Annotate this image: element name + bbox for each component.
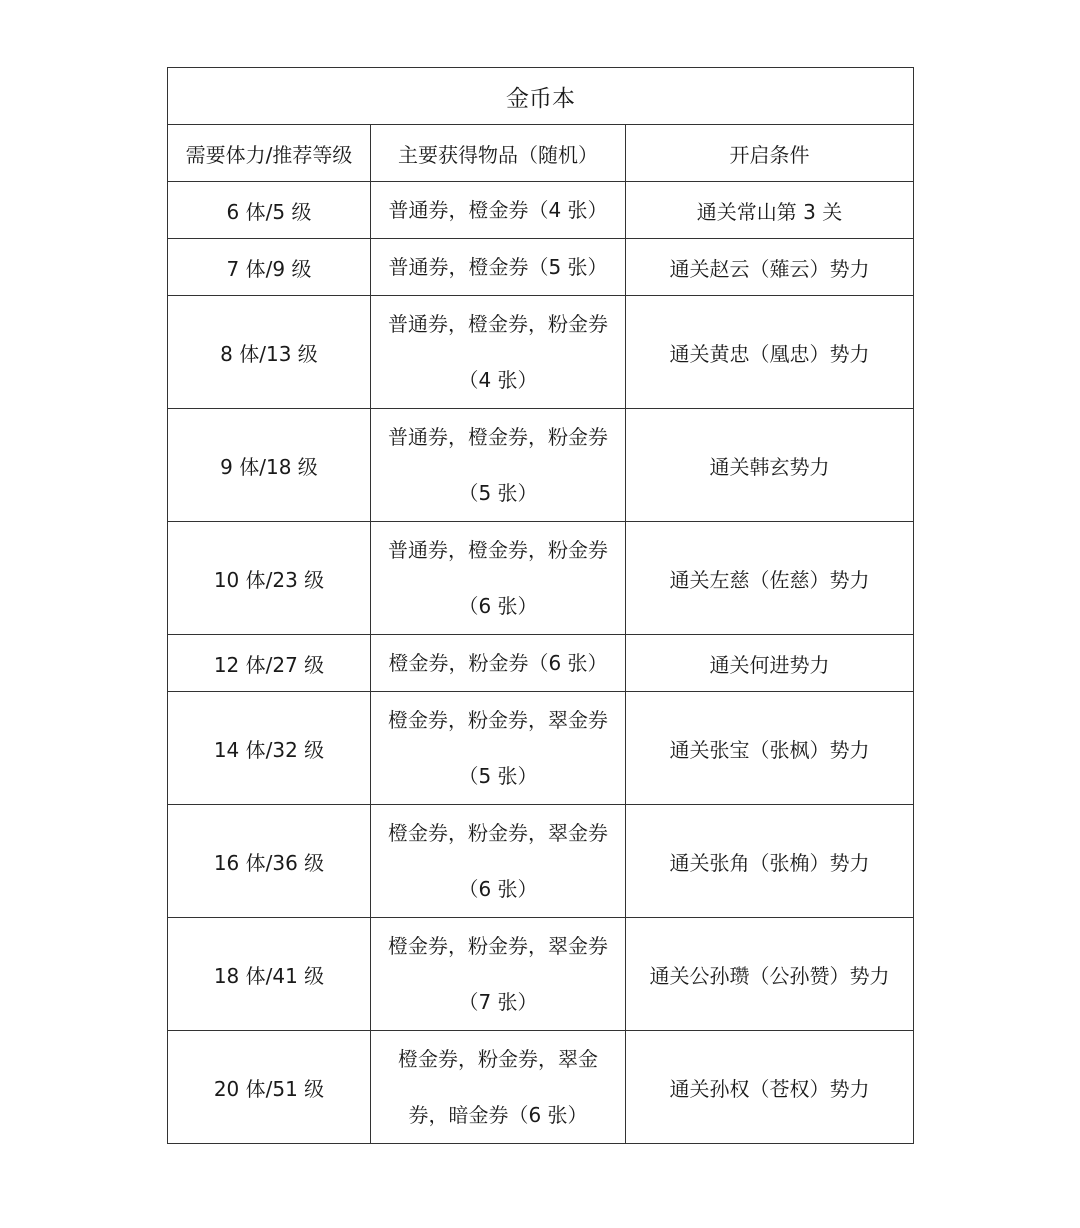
level-cell: 12 体/27 级 [168, 635, 371, 692]
level-cell: 7 体/9 级 [168, 239, 371, 296]
items-text: 普通券，橙金券，粉金券（5 张） [388, 425, 608, 505]
table-row [168, 918, 914, 1031]
gold-coin-dungeon-table [167, 67, 914, 1144]
items-text: 普通券，橙金券（5 张） [388, 255, 608, 279]
header-row [168, 125, 914, 182]
level-cell: 9 体/18 级 [168, 409, 371, 522]
condition-cell: 通关左慈（佐慈）势力 [626, 522, 914, 635]
table-row [168, 409, 914, 522]
items-text: 橙金券，粉金券，翠金券，暗金券（6 张） [398, 1047, 598, 1127]
items-text: 橙金券，粉金券，翠金券（6 张） [388, 821, 608, 901]
items-cell [371, 635, 626, 692]
condition-cell: 通关张宝（张枫）势力 [626, 692, 914, 805]
header-cell-condition: 开启条件 [626, 125, 914, 182]
level-cell: 20 体/51 级 [168, 1031, 371, 1144]
items-cell [371, 805, 626, 918]
table-title: 金币本 [168, 68, 914, 125]
table-row [168, 635, 914, 692]
items-cell [371, 296, 626, 409]
items-text: 橙金券，粉金券，翠金券（7 张） [388, 934, 608, 1014]
condition-cell: 通关孙权（苍权）势力 [626, 1031, 914, 1144]
items-text: 橙金券，粉金券，翠金券（5 张） [388, 708, 608, 788]
table-row [168, 239, 914, 296]
condition-cell: 通关常山第 3 关 [626, 182, 914, 239]
level-cell: 10 体/23 级 [168, 522, 371, 635]
condition-cell: 通关张角（张桷）势力 [626, 805, 914, 918]
items-text: 普通券，橙金券（4 张） [388, 198, 608, 222]
condition-cell: 通关韩玄势力 [626, 409, 914, 522]
header-cell-level: 需要体力/推荐等级 [168, 125, 371, 182]
condition-cell: 通关公孙瓒（公孙赞）势力 [626, 918, 914, 1031]
condition-cell: 通关赵云（薙云）势力 [626, 239, 914, 296]
header-cell-items: 主要获得物品（随机） [371, 125, 626, 182]
items-cell [371, 182, 626, 239]
items-text: 橙金券，粉金券（6 张） [388, 651, 608, 675]
items-text: 普通券，橙金券，粉金券（4 张） [388, 312, 608, 392]
items-cell [371, 522, 626, 635]
items-text: 普通券，橙金券，粉金券（6 张） [388, 538, 608, 618]
items-cell [371, 1031, 626, 1144]
table-row [168, 692, 914, 805]
table-row [168, 522, 914, 635]
items-cell [371, 692, 626, 805]
items-cell [371, 409, 626, 522]
condition-cell: 通关黄忠（凰忠）势力 [626, 296, 914, 409]
items-cell [371, 239, 626, 296]
table-row [168, 296, 914, 409]
level-cell: 16 体/36 级 [168, 805, 371, 918]
table-row [168, 182, 914, 239]
table-row [168, 805, 914, 918]
level-cell: 18 体/41 级 [168, 918, 371, 1031]
level-cell: 6 体/5 级 [168, 182, 371, 239]
items-cell [371, 918, 626, 1031]
level-cell: 8 体/13 级 [168, 296, 371, 409]
level-cell: 14 体/32 级 [168, 692, 371, 805]
table-row [168, 1031, 914, 1144]
condition-cell: 通关何进势力 [626, 635, 914, 692]
